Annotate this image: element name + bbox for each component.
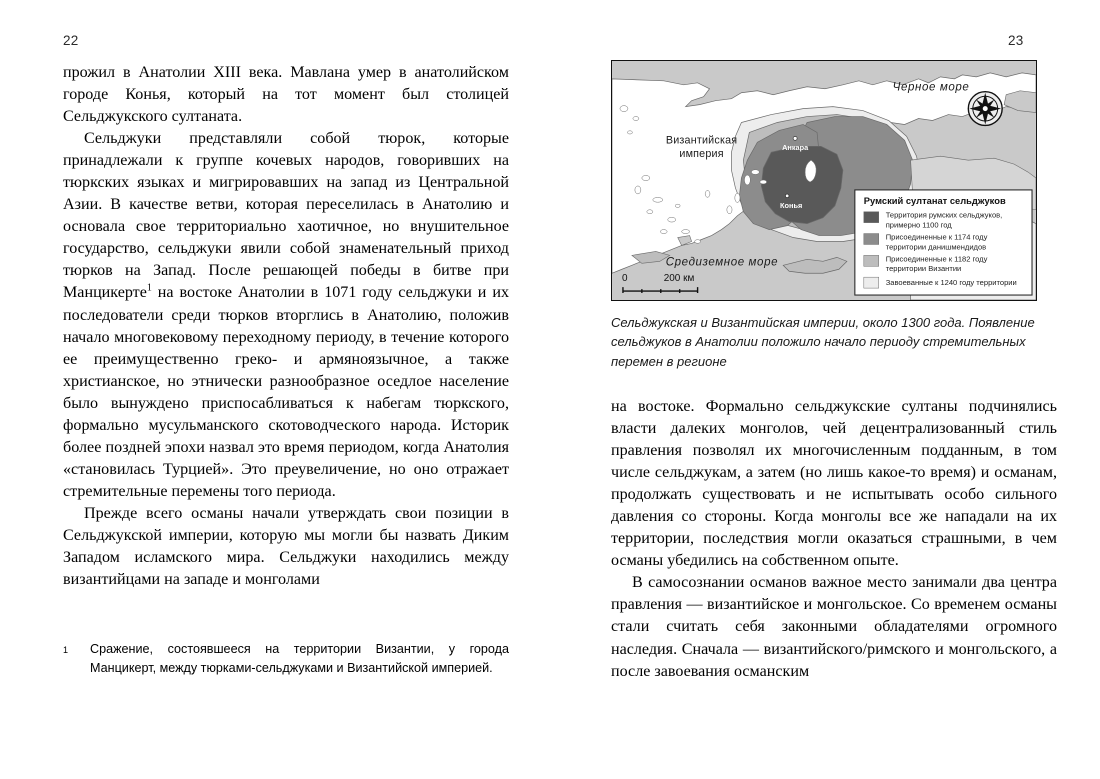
scale-zero: 0 — [621, 273, 628, 285]
legend-label-2-line1: Присоединенные к 1182 году — [885, 254, 988, 264]
paragraph — [63, 62, 509, 128]
legend-label-3-line1: Завоеванные к 1240 году территории — [885, 278, 1017, 288]
footnote-reference[interactable]: 1 — [146, 283, 152, 295]
legend-label-1-line2: территории данишмендидов — [885, 242, 987, 252]
page-number-left: 22 — [63, 33, 79, 48]
paragraph — [63, 503, 509, 591]
paragraph — [611, 396, 1057, 572]
scale-distance: 200 км — [663, 273, 695, 285]
paragraph-text: прожил в Анатолии XIII века. Мавлана умер в анатолийском городе Конья, который на тот момент был столицей Сельджукского султаната. — [63, 64, 509, 126]
paragraph-text: Сельджуки представляли собой тюрок, которые принадлежали к группе кочевых народов, говоривших на тюркских языках и мигрировавших на запад из Центральной Азии. В качестве ветви, которая переселилась в Анатолию и основала свое территориально хаотичное, но внушительное государство, сельджуки явили собой знаменательный приход тюрков на Запад. После решающей победы в битве при Манцикерте — [63, 130, 509, 302]
label-byzantine-empire-line2: империя — [679, 148, 724, 161]
map-figure — [611, 60, 1037, 301]
paragraph-text: на востоке. Формально сельджукские султаны подчинялись власти далеких монголов, чей децентрализованный стиль правления позволял их многочисленным подданным, в том числе сельджукам, а затем (но лишь какое-то время) и османам, продолжать существовать и не испытывать особо сильного давления со стороны. Когда монголы все же нападали на их территории, последствия могли оказаться страшными, в чем османы убедились на собственном опыте. — [611, 398, 1057, 570]
label-byzantine-empire-line1: Византийская — [665, 134, 738, 147]
paragraph — [611, 572, 1057, 682]
legend-label-0-line1: Территория румских сельджуков, — [885, 210, 1003, 220]
label-city-konya: Конья — [780, 200, 803, 210]
city-marker-ankara — [793, 136, 797, 140]
paragraph-text: Прежде всего османы начали утверждать свои позиции в Сельджукской империи, которую мы могли бы назвать Диким Западом исламского мира. Сельджуки находились между византийцами на западе и монголами — [63, 504, 509, 589]
footnote — [63, 640, 509, 679]
right-text-column — [611, 396, 1057, 683]
legend-swatch-2 — [864, 255, 879, 266]
left-text-column — [63, 62, 509, 591]
map-legend — [855, 190, 1032, 295]
legend-label-1-line1: Присоединенные к 1174 году — [885, 232, 988, 242]
anatolia-map — [612, 61, 1036, 300]
label-city-ankara: Анкара — [782, 143, 809, 153]
label-black-sea: Черное море — [892, 81, 970, 94]
paragraph-text-cont: на востоке Анатолии в 1071 году сельджуки и их последователи среди тюрков вторглись в Анатолию, положив начало многовековому переходному периоду, в течение которого ее преимущественно греко- и армяноязычное, а также христианское, но этнически разнообразное оседлое население было вынуждено приспосабливаться к набегам тюркского, формально мусульманского скотоводческого народа. Историк более поздней эпохи назвал это время периодом, когда Анатолия «становилась Турцией». Это преувеличение, но оно отражает стремительные перемены того периода. — [63, 284, 509, 500]
label-mediterranean-sea: Средиземное море — [665, 256, 779, 269]
legend-swatch-3 — [864, 277, 879, 288]
legend-swatch-0 — [864, 212, 879, 223]
legend-label-0-line2: примерно 1100 год — [885, 220, 952, 230]
city-marker-konya — [785, 194, 789, 198]
paragraph — [63, 128, 509, 503]
legend-title: Румский султанат сельджуков — [863, 195, 1006, 206]
page-number-right: 23 — [1008, 33, 1024, 48]
legend-label-2-line2: территории Византии — [885, 264, 962, 274]
footnote-text: Сражение, состоявшееся на территории Византии, у города Манцикерт, между тюрками-сельджуками и Византийской империей. — [90, 642, 509, 676]
paragraph-text: В самосознании османов важное место занимали два центра правления — византийское и монгольское. Со временем османы стали считать себя законными обладателями огромного наследия. Сначала — византийского/римского и монгольского, а после завоевания османским — [611, 574, 1057, 680]
legend-swatch-1 — [864, 234, 879, 245]
footnote-number: 1 — [63, 645, 69, 655]
figure-caption: Сельджукская и Византийская империи, около 1300 года. Появление сельджуков в Анатолии положило начало периоду стремительных перемен в регионе — [611, 315, 1035, 369]
